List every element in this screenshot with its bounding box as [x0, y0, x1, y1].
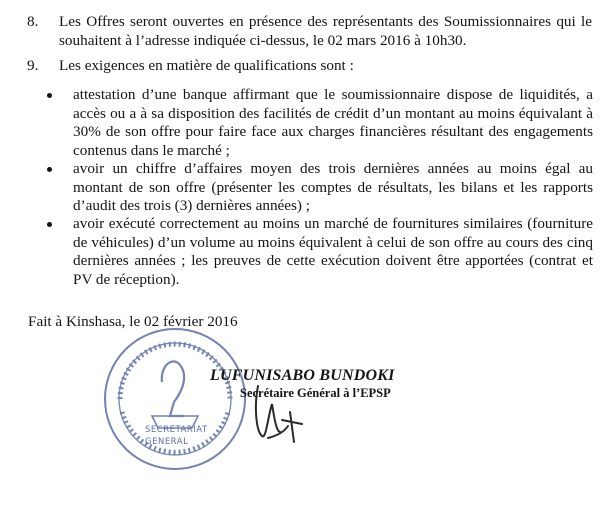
bullet-text: attestation d’une banque affirmant que le soumissionnaire dispose de liquidités, a accès ou a à sa disposition des facilités de crédit d’un montant au moins équivalant à 30% de son offre pour faire face aux charges financières résultant des engagements contenus dans le marché ;	[73, 86, 593, 159]
bullet-item	[73, 86, 593, 160]
closing-line: Fait à Kinshasa, le 02 février 2016	[28, 313, 238, 330]
item-text: Les Offres seront ouvertes en présence des représentants des Soumissionnaires qui le souhaitent à l’adresse indiquée ci-dessus, le 02 mars 2016 à 10h30.	[59, 13, 592, 49]
item-text: Les exigences en matière de qualifications sont :	[59, 57, 354, 74]
bullet-text: avoir un chiffre d’affaires moyen des trois dernières années au moins égal au montant de son offre (présenter les comptes de résultats, les bilans et les rapports d’audit des trois (3) dernières années) ;	[73, 160, 593, 215]
bullet-icon	[47, 167, 52, 172]
item-number: 8.	[27, 13, 39, 30]
bullet-icon	[47, 222, 52, 227]
item-9	[27, 57, 592, 76]
signatory-block	[210, 367, 395, 402]
bullet-item	[73, 160, 593, 216]
stamp-text: GENERAL	[145, 437, 189, 447]
bullet-text: avoir exécuté correctement au moins un marché de fournitures similaires (fourniture de véhicules) d’un volume au moins équivalent à celui de son offre au cours des cinq dernières années ; les preuves de cette exécution doivent être apportées (contrat et PV de réception).	[73, 215, 593, 288]
signatory-title: Secrétaire Général à l’EPSP	[240, 385, 391, 400]
signatory-name: LUFUNISABO BUNDOKI	[210, 367, 395, 384]
bullet-icon	[47, 93, 52, 98]
stamp-text: SECRETARIAT	[145, 425, 208, 435]
item-number: 9.	[27, 57, 39, 74]
bullet-item	[73, 215, 593, 289]
item-8	[27, 13, 592, 50]
